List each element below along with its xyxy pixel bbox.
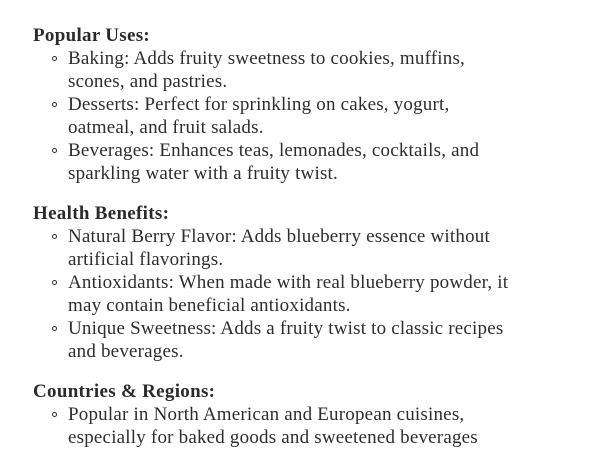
section-health-benefits [33, 202, 582, 363]
item-line: Desserts: Perfect for sprinkling on cakes, yogurt, [68, 94, 450, 115]
item-line: Unique Sweetness: Adds a fruity twist to classic recipes [68, 318, 504, 339]
section-heading-popular-uses: Popular Uses: [33, 25, 151, 46]
item-line: Baking: Adds fruity sweetness to cookies, muffins, [68, 48, 466, 69]
item-line: especially for baked goods and sweetened beverages [68, 427, 478, 448]
list-item [33, 225, 582, 271]
bullet-list-countries-regions [33, 403, 582, 449]
bullet-list-health-benefits [33, 225, 582, 363]
list-item [33, 403, 582, 449]
section-popular-uses [33, 24, 582, 185]
list-item [33, 47, 582, 93]
item-line: sparkling water with a fruity twist. [68, 163, 338, 184]
bullet-list-popular-uses [33, 47, 582, 185]
bullet-icon [52, 234, 57, 239]
section-heading-countries-regions: Countries & Regions: [33, 381, 216, 402]
item-line: may contain beneficial antioxidants. [68, 295, 351, 316]
item-line: Natural Berry Flavor: Adds blueberry essence without [68, 226, 490, 247]
section-countries-regions [33, 380, 582, 449]
list-item [33, 317, 582, 363]
list-item [33, 139, 582, 185]
item-line: Antioxidants: When made with real blueberry powder, it [68, 272, 509, 293]
item-line: and beverages. [68, 341, 184, 362]
item-line: Beverages: Enhances teas, lemonades, cocktails, and [68, 140, 480, 161]
bullet-icon [52, 326, 57, 331]
bullet-icon [52, 56, 57, 61]
list-item [33, 271, 582, 317]
list-item [33, 93, 582, 139]
item-line: oatmeal, and fruit salads. [68, 117, 264, 138]
item-line: Popular in North American and European cuisines, [68, 404, 465, 425]
bullet-icon [52, 148, 57, 153]
bullet-icon [52, 412, 57, 417]
item-line: artificial flavorings. [68, 249, 224, 270]
bullet-icon [52, 102, 57, 107]
section-heading-health-benefits: Health Benefits: [33, 203, 170, 224]
item-line: scones, and pastries. [68, 71, 228, 92]
bullet-icon [52, 280, 57, 285]
